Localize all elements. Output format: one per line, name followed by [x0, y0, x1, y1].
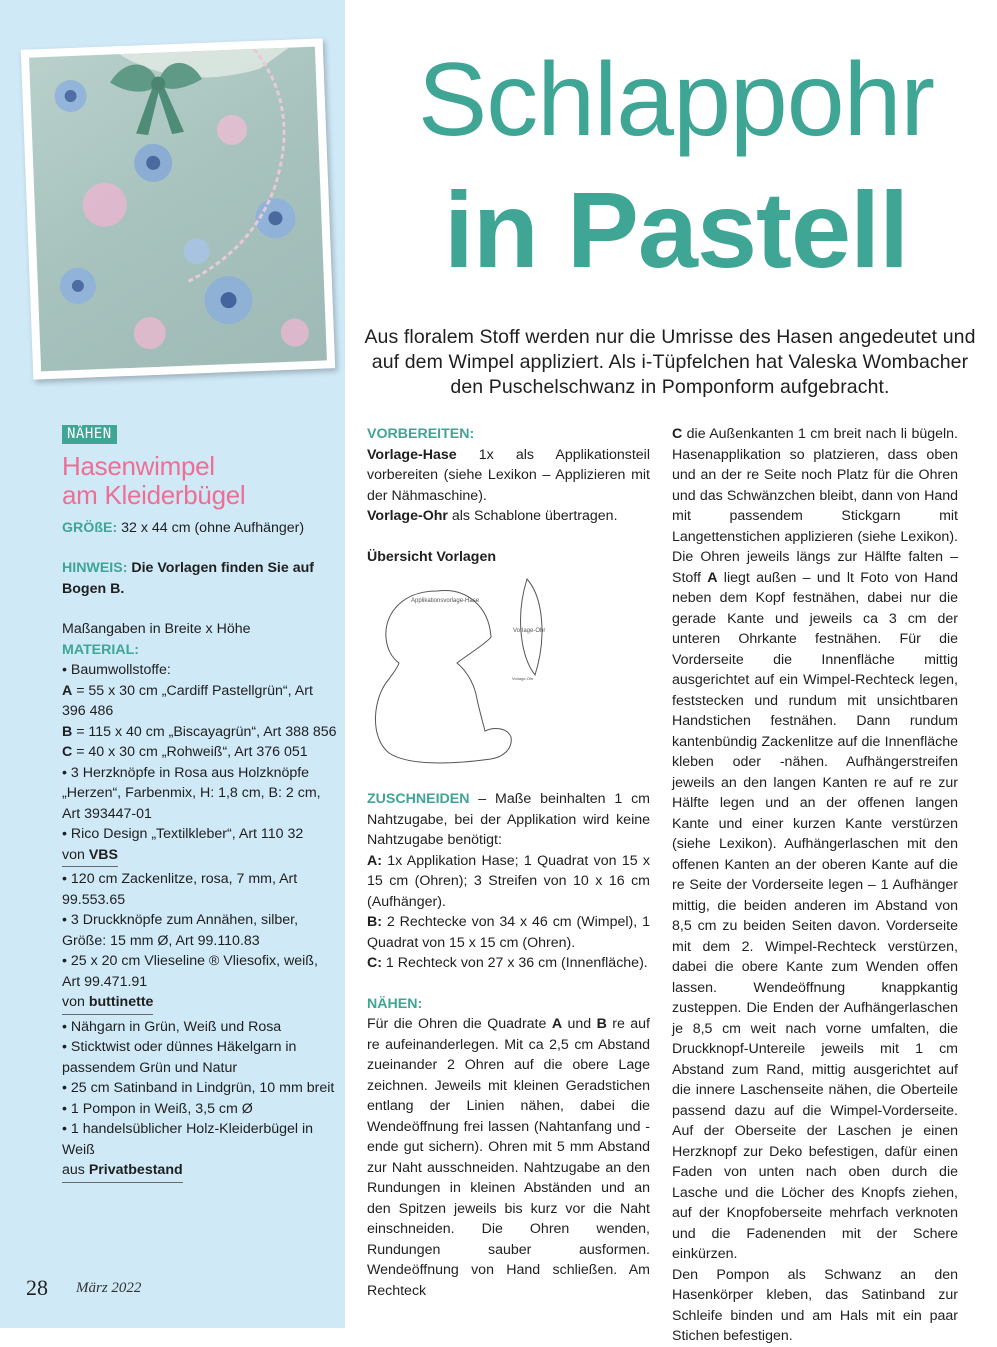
- size-info: GRÖßE: 32 x 44 cm (ohne Aufhänger): [62, 519, 305, 536]
- material-list-2: [62, 869, 337, 992]
- material-item: • 120 cm Zackenlitze, rosa, 7 mm, Art 99.553.65: [62, 871, 298, 908]
- template-label-ohr: Vorlage-Ohr: [513, 628, 546, 634]
- material-item: • 1 Pompon in Weiß, 3,5 cm Ø: [62, 1100, 253, 1117]
- material-item: C = 40 x 30 cm „Rohweiß“, Art 376 051: [62, 744, 308, 760]
- material-item: • Rico Design „Textilkleber“, Art 110 32: [62, 826, 304, 842]
- sew-continued: C die Außenkanten 1 cm breit nach li bügeln. Hasenapplikation so platzieren, dass oben und an der re Seite noch Platz für die Ohren und das Schwänzchen bleibt, dann von Hand mit passendem Stickgarn mit Langettenstichen applizieren (siehe Lexikon). Die Ohren jeweils längs zur Hälfte falten – Stoff A liegt außen – und lt Foto von Hand neben dem Kopf festnähen, dabei nur die gerade Kante und jeweils ca 3 cm der unteren Ohrkante festnähen. Für die Vorderseite die Innenfläche mittig ausgerichtet auf ein Wimpel-Rechteck legen, feststecken und rundum mit unsichtbaren Handstichen festnähen. Dann rundum kantenbündig Zackenlitze auf die Innenfläche kleben oder -nähen. Aufhängerstreifen jeweils an den langen Kanten re auf re zur Hälfte legen und an der offenen langen Kante und einer kurzen Kante verstürzen (siehe Lexikon). Aufhängerlaschen mit den offenen Kanten an der oberen Kante auf die re Seite der Vorderseite legen – 1 Aufhänger mittig, die beiden anderen im Abstand von 8,5 cm zu beiden Seiten davon. Vorderseite mit dem 2. Wimpel-Rechteck verstürzen, dabei die obere Kante zum Wenden offen lassen. Wendeöffnung knappkantig zusteppen. Die Enden der Aufhängerlaschen je 8,5 cm weit nach vorne umfalten, die Druckknopf-Untereile jeweils mit 1 cm Abstand zum Rand, mittig ausgerichtet auf die innere Laschenseite nähen, die Oberteile passend dazu auf die Wimpel-Vorderseite. Auf der Oberseite der Laschen je einen Herzknopf zur Deko befestigen, dafür einen Faden von unten nach oben durch die Lasche und die Löcher des Knopfs ziehen, auf der Knopfoberseite mehrfach verknoten und die Fadenenden mit der Schere einkürzen.: [672, 426, 958, 1262]
- material-item: • Sticktwist oder dünnes Häkelgarn in passendem Grün und Natur: [62, 1039, 297, 1076]
- cut-a: A: 1x Applikation Hase; 1 Quadrat von 15 x 15 cm (Ohren); 3 Streifen von 10 x 16 cm (Aufhänger).: [367, 852, 650, 910]
- material-item: • 3 Herzknöpfe in Rosa aus Holzknöpfe „Herzen“, Farbenmix, H: 1,8 cm, B: 2 cm, Art 393447-01: [62, 764, 321, 822]
- template-overview-title: Übersicht Vorlagen: [367, 548, 497, 565]
- material-item: • 3 Druckknöpfe zum Annähen, silber, Größe: 15 mm Ø, Art 99.110.83: [62, 912, 299, 949]
- material-label: MATERIAL:: [62, 641, 139, 658]
- source-vbs: von VBS: [62, 845, 118, 868]
- material-item: • Nähgarn in Grün, Weiß und Rosa: [62, 1018, 282, 1035]
- template-outline-drawing: [367, 577, 650, 777]
- headline-line2: in Pastell: [443, 169, 909, 290]
- headline-line1: Schlappohr: [417, 42, 935, 158]
- prep-hase: Vorlage-Hase 1x als Applikationsteil vorbereiten (siehe Lexikon – Applizieren mit der Nähmaschine).: [367, 446, 650, 504]
- project-title: [62, 452, 337, 510]
- measure-note: Maßangaben in Breite x Höhe: [62, 621, 251, 637]
- material-item: • Baumwollstoffe:: [62, 662, 171, 678]
- source-buttinette: von buttinette: [62, 992, 153, 1015]
- section-head-prepare: VORBEREITEN:: [367, 426, 475, 442]
- sew-text: Für die Ohren die Quadrate A und B re auf re aufeinanderlegen. Mit ca 2,5 cm Abstand zueinander 2 Ohren auf die obere Lage zeichnen. Jeweils mit kleinen Geradstichen entlang der Linien nähen, dabei die Wendeöffnung frei lassen (Nahtanfang und -ende gut sichern). Ohren mit 5 mm Abstand zur Naht ausschneiden. Nahtzugabe an den Rundungen in kleinen Abständen und an den Spitzen jeweils bis kurz vor die Naht einschneiden. Die Ohren wenden, Rundungen sauber ausformen. Wendeöffnung von Hand schließen. Am Rechteck: [367, 1016, 650, 1299]
- material-list-3: [62, 1017, 337, 1161]
- template-label-ohr-small: Vorlage-Ohr: [512, 676, 534, 681]
- section-head-sew: NÄHEN:: [367, 995, 423, 1012]
- material-list-1: [62, 660, 337, 845]
- intro-text: Aus floralem Stoff werden nur die Umrisse des Hasen angedeutet und auf dem Wimpel appliziert. Als i-Tüpfelchen hat Valeska Wombacher den Puschelschwanz in Pomponform aufgebracht.: [364, 326, 976, 398]
- cut-c: C: 1 Rechteck von 27 x 36 cm (Innenfläche).: [367, 955, 648, 971]
- page-number: 28: [26, 1275, 48, 1300]
- source-privatbestand: aus Privatbestand: [62, 1160, 183, 1183]
- material-item: • 1 handelsüblicher Holz-Kleiderbügel in Weiß: [62, 1121, 314, 1158]
- instructions-column-2: [672, 424, 958, 1347]
- material-item: A = 55 x 30 cm „Cardiff Pastellgrün“, Art 396 486: [62, 682, 313, 719]
- instructions-column-1: [367, 424, 650, 1301]
- issue-date: März 2022: [76, 1280, 142, 1296]
- cut-b: B: 2 Rechtecke von 34 x 46 cm (Wimpel), 1 Quadrat von 15 x 15 cm (Ohren).: [367, 914, 650, 951]
- material-item: • 25 x 20 cm Vlieseline ® Vliesofix, weiß, Art 99.471.91: [62, 953, 318, 990]
- project-title-line2: am Kleiderbügel: [62, 479, 246, 510]
- fabric-photo-illustration: [29, 47, 327, 372]
- sew-finish: Den Pompon als Schwanz an den Hasenkörper kleben, das Satinband zur Schleife binden und am Hals mit ein paar Stichen befestigen.: [672, 1266, 958, 1344]
- cut-intro: ZUSCHNEIDEN – Maße beinhalten 1 cm Nahtzugabe, bei der Applikation wird keine Nahtzugabe benötigt:: [367, 791, 650, 848]
- material-item: • 25 cm Satinband in Lindgrün, 10 mm breit: [62, 1080, 335, 1096]
- material-item: B = 115 x 40 cm „Biscayagrün“, Art 388 856: [62, 723, 337, 740]
- prep-ohr: Vorlage-Ohr als Schablone übertragen.: [367, 508, 618, 524]
- category-tag: NÄHEN: [62, 425, 117, 444]
- note-info: HINWEIS: Die Vorlagen finden Sie auf Bogen B.: [62, 560, 314, 597]
- sidebar-materials: [62, 424, 337, 1185]
- fabric-photo: [29, 47, 327, 372]
- photo-frame: [21, 38, 335, 379]
- template-overview: [367, 577, 650, 777]
- project-title-line1: Hasenwimpel: [62, 450, 215, 481]
- template-label-hase: Applikationsvorlage-Hase: [411, 598, 480, 604]
